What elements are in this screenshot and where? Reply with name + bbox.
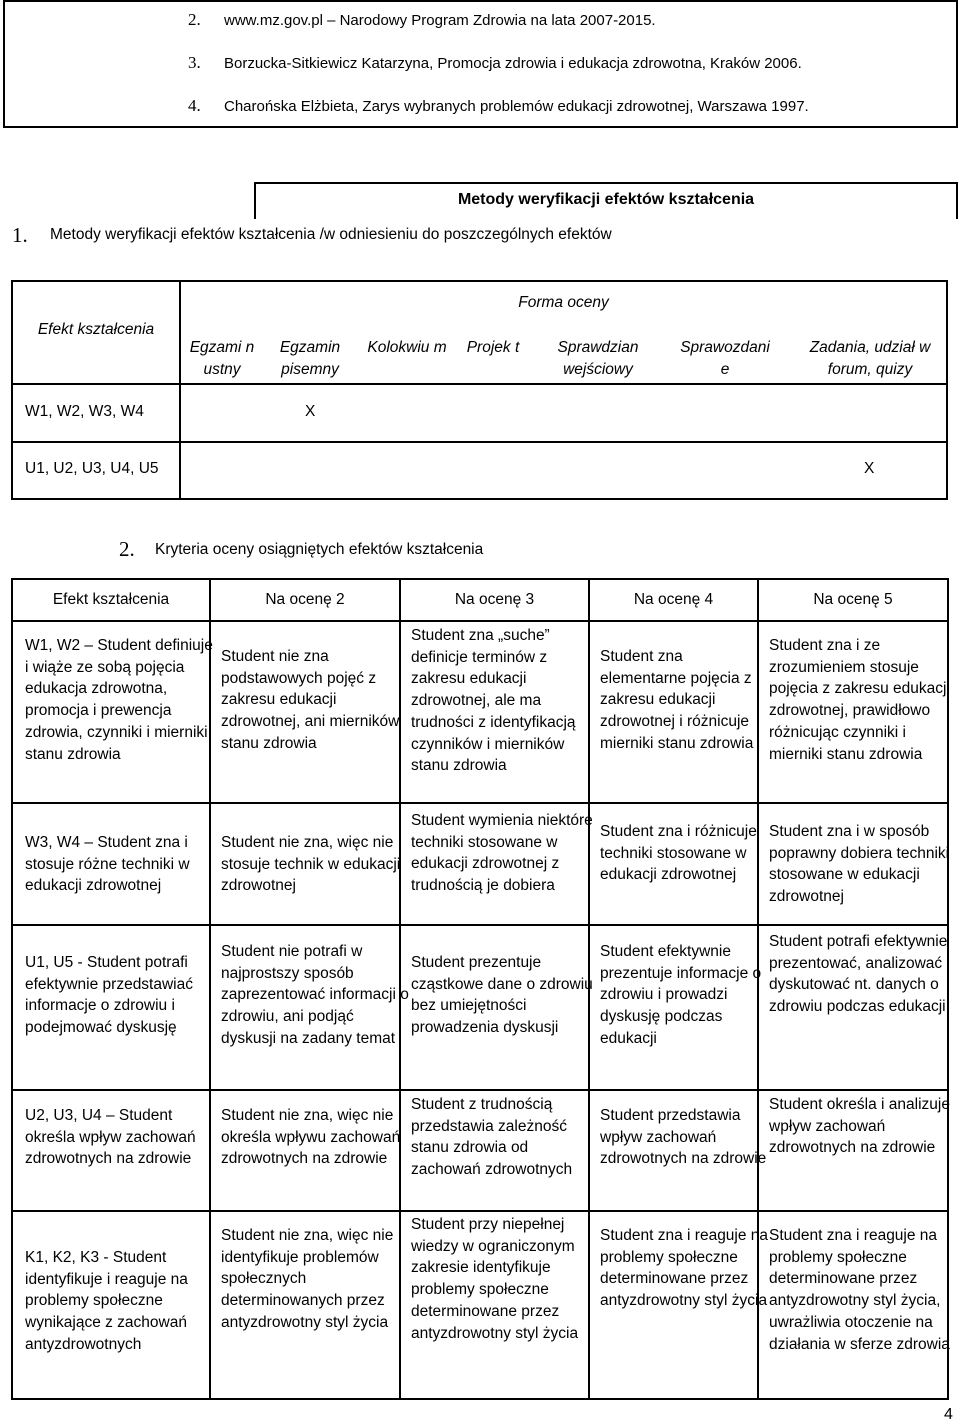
table-cell: Student zna i reaguje na problemy społeczne determinowane przez antyzdrowotny styl życia xyxy=(600,1227,769,1310)
reference-number: 3. xyxy=(188,53,201,72)
table-cell: K1, K2, K3 - Student identyfikuje i reaguje na problemy społeczne wynikające z zachowań antyzdrowotnych xyxy=(25,1249,188,1353)
table-cell: Student nie zna, więc nie stosuje technik w edukacji zdrowotnej xyxy=(221,834,401,895)
table-row-effect: W1, W2, W3, W4 xyxy=(25,403,144,420)
table-cell: U2, U3, U4 – Student określa wpływ zachowań zdrowotnych na zdrowie xyxy=(25,1107,196,1168)
column-header: Na ocenę 5 xyxy=(813,591,893,608)
column-header: Sprawozdani e xyxy=(680,339,770,378)
table-cell: Student zna elementarne pojęcia z zakresu edukacji zdrowotnej i różnicuje mierniki stanu zdrowia xyxy=(600,648,754,752)
column-header: Na ocenę 4 xyxy=(633,591,714,608)
grading-criteria-table xyxy=(11,578,949,1400)
column-header: Zadania, udział w forum, quizy xyxy=(809,339,931,378)
table-cell: Student z trudnością przedstawia zależność stanu zdrowia od zachowań zdrowotnych xyxy=(411,1096,573,1179)
assessment-methods-table xyxy=(11,280,948,500)
reference-text: www.mz.gov.pl – Narodowy Program Zdrowia na lata 2007-2015. xyxy=(224,12,656,29)
table-cell: Student nie zna, więc nie identyfikuje problemów społecznych determinowanych przez antyzdrowotny styl życia xyxy=(221,1227,394,1331)
table-row-mark: X xyxy=(305,403,316,420)
column-header: Kolokwiu m xyxy=(367,339,447,356)
column-header: Egzami n ustny xyxy=(189,339,255,378)
column-header: Efekt kształcenia xyxy=(52,591,170,608)
table-cell: Student efektywnie prezentuje informacje o zdrowiu i prowadzi dyskusję podczas edukacji xyxy=(600,943,762,1047)
table-row-mark: X xyxy=(864,460,875,477)
section-heading: Kryteria oceny osiągniętych efektów kształcenia xyxy=(155,541,484,558)
table-cell: Student nie zna, więc nie określa wpływu zachowań zdrowotnych na zdrowie xyxy=(221,1107,401,1168)
column-header: Na ocenę 3 xyxy=(454,591,535,608)
table-cell: Student przy niepełnej wiedzy w ograniczonym zakresie identyfikuje problemy społeczne determinowane przez antyzdrowotny styl życia xyxy=(411,1216,579,1342)
table-cell: Student nie potrafi w najprostszy sposób zaprezentować informacji o zdrowiu, ani podjąć dyskusji na zadany temat xyxy=(221,943,409,1047)
reference-text: Borzucka-Sitkiewicz Katarzyna, Promocja zdrowia i edukacja zdrowotna, Kraków 2006. xyxy=(224,55,802,72)
effect-header: Efekt kształcenia xyxy=(37,321,155,338)
reference-text: Charońska Elżbieta, Zarys wybranych problemów edukacji zdrowotnej, Warszawa 1997. xyxy=(224,98,809,115)
reference-item xyxy=(5,10,956,34)
reference-number: 2. xyxy=(188,10,201,29)
column-header: Egzamin pisemny xyxy=(279,339,341,378)
reference-item xyxy=(5,53,956,77)
section-number: 1. xyxy=(12,223,28,247)
table-cell: Student przedstawia wpływ zachowań zdrowotnych na zdrowie xyxy=(600,1107,767,1168)
table-cell: Student nie zna podstawowych pojęć z zakresu edukacji zdrowotnej, ani mierników stanu zdrowia xyxy=(221,648,400,752)
table-cell: W1, W2 – Student definiuje i wiąże ze sobą pojęcia edukacja zdrowotna, promocja i prewencja zdrowia, czynniki i mierniki stanu zdrowia xyxy=(25,637,213,763)
table-cell: Student wymienia niektóre techniki stosowane w edukacji zdrowotnej z trudnością je dobiera xyxy=(411,812,593,895)
table-cell: Student zna i ze zrozumieniem stosuje pojęcia z zakresu edukacji zdrowotnej, prawidłowo różnicując czynniki i mierniki stanu zdrowia xyxy=(769,637,950,763)
section-title: Metody weryfikacji efektów kształcenia xyxy=(457,191,755,208)
table-cell: Student zna i reaguje na problemy społeczne determinowane przez antyzdrowotny styl życia, uwrażliwia otoczenie na działania w sferze zdrowia xyxy=(769,1227,950,1353)
table-cell: Student potrafi efektywnie prezentować, analizować i dyskutować nt. danych o zdrowiu podczas edukacji xyxy=(769,933,950,1016)
column-header: Projek t xyxy=(466,339,520,356)
table-cell: U1, U5 - Student potrafi efektywnie przedstawiać informacje o zdrowiu i podejmować dyskusję xyxy=(25,954,193,1037)
references-box xyxy=(3,0,958,128)
column-header: Na ocenę 2 xyxy=(265,591,345,608)
table-cell: W3, W4 – Student zna i stosuje różne techniki w edukacji zdrowotnej xyxy=(25,834,190,895)
section-number: 2. xyxy=(119,537,135,561)
table-cell: Student określa i analizuje wpływ zachowań zdrowotnych na zdrowie xyxy=(769,1096,950,1157)
reference-item xyxy=(5,96,956,120)
column-header: Sprawdzian wejściowy xyxy=(557,339,639,378)
table-row-effect: U1, U2, U3, U4, U5 xyxy=(25,460,159,477)
table-cell: Student zna „suche” definicje terminów z zakresu edukacji zdrowotnej, ale ma trudności z identyfikacją czynników i mierników stanu zdrowia xyxy=(411,627,576,775)
section-heading: Metody weryfikacji efektów kształcenia /w odniesieniu do poszczególnych efektów xyxy=(50,226,612,243)
table-cell: Student zna i różnicuje techniki stosowane w edukacji zdrowotnej xyxy=(600,823,757,884)
form-header: Forma oceny xyxy=(518,294,609,311)
table-cell: Student prezentuje cząstkowe dane o zdrowiu bez umiejętności prowadzenia dyskusji xyxy=(411,954,593,1037)
page-number: 4 xyxy=(944,1406,953,1423)
table-cell: Student zna i w sposób poprawny dobiera techniki stosowane w edukacji zdrowotnej xyxy=(769,823,950,906)
reference-number: 4. xyxy=(188,96,201,115)
